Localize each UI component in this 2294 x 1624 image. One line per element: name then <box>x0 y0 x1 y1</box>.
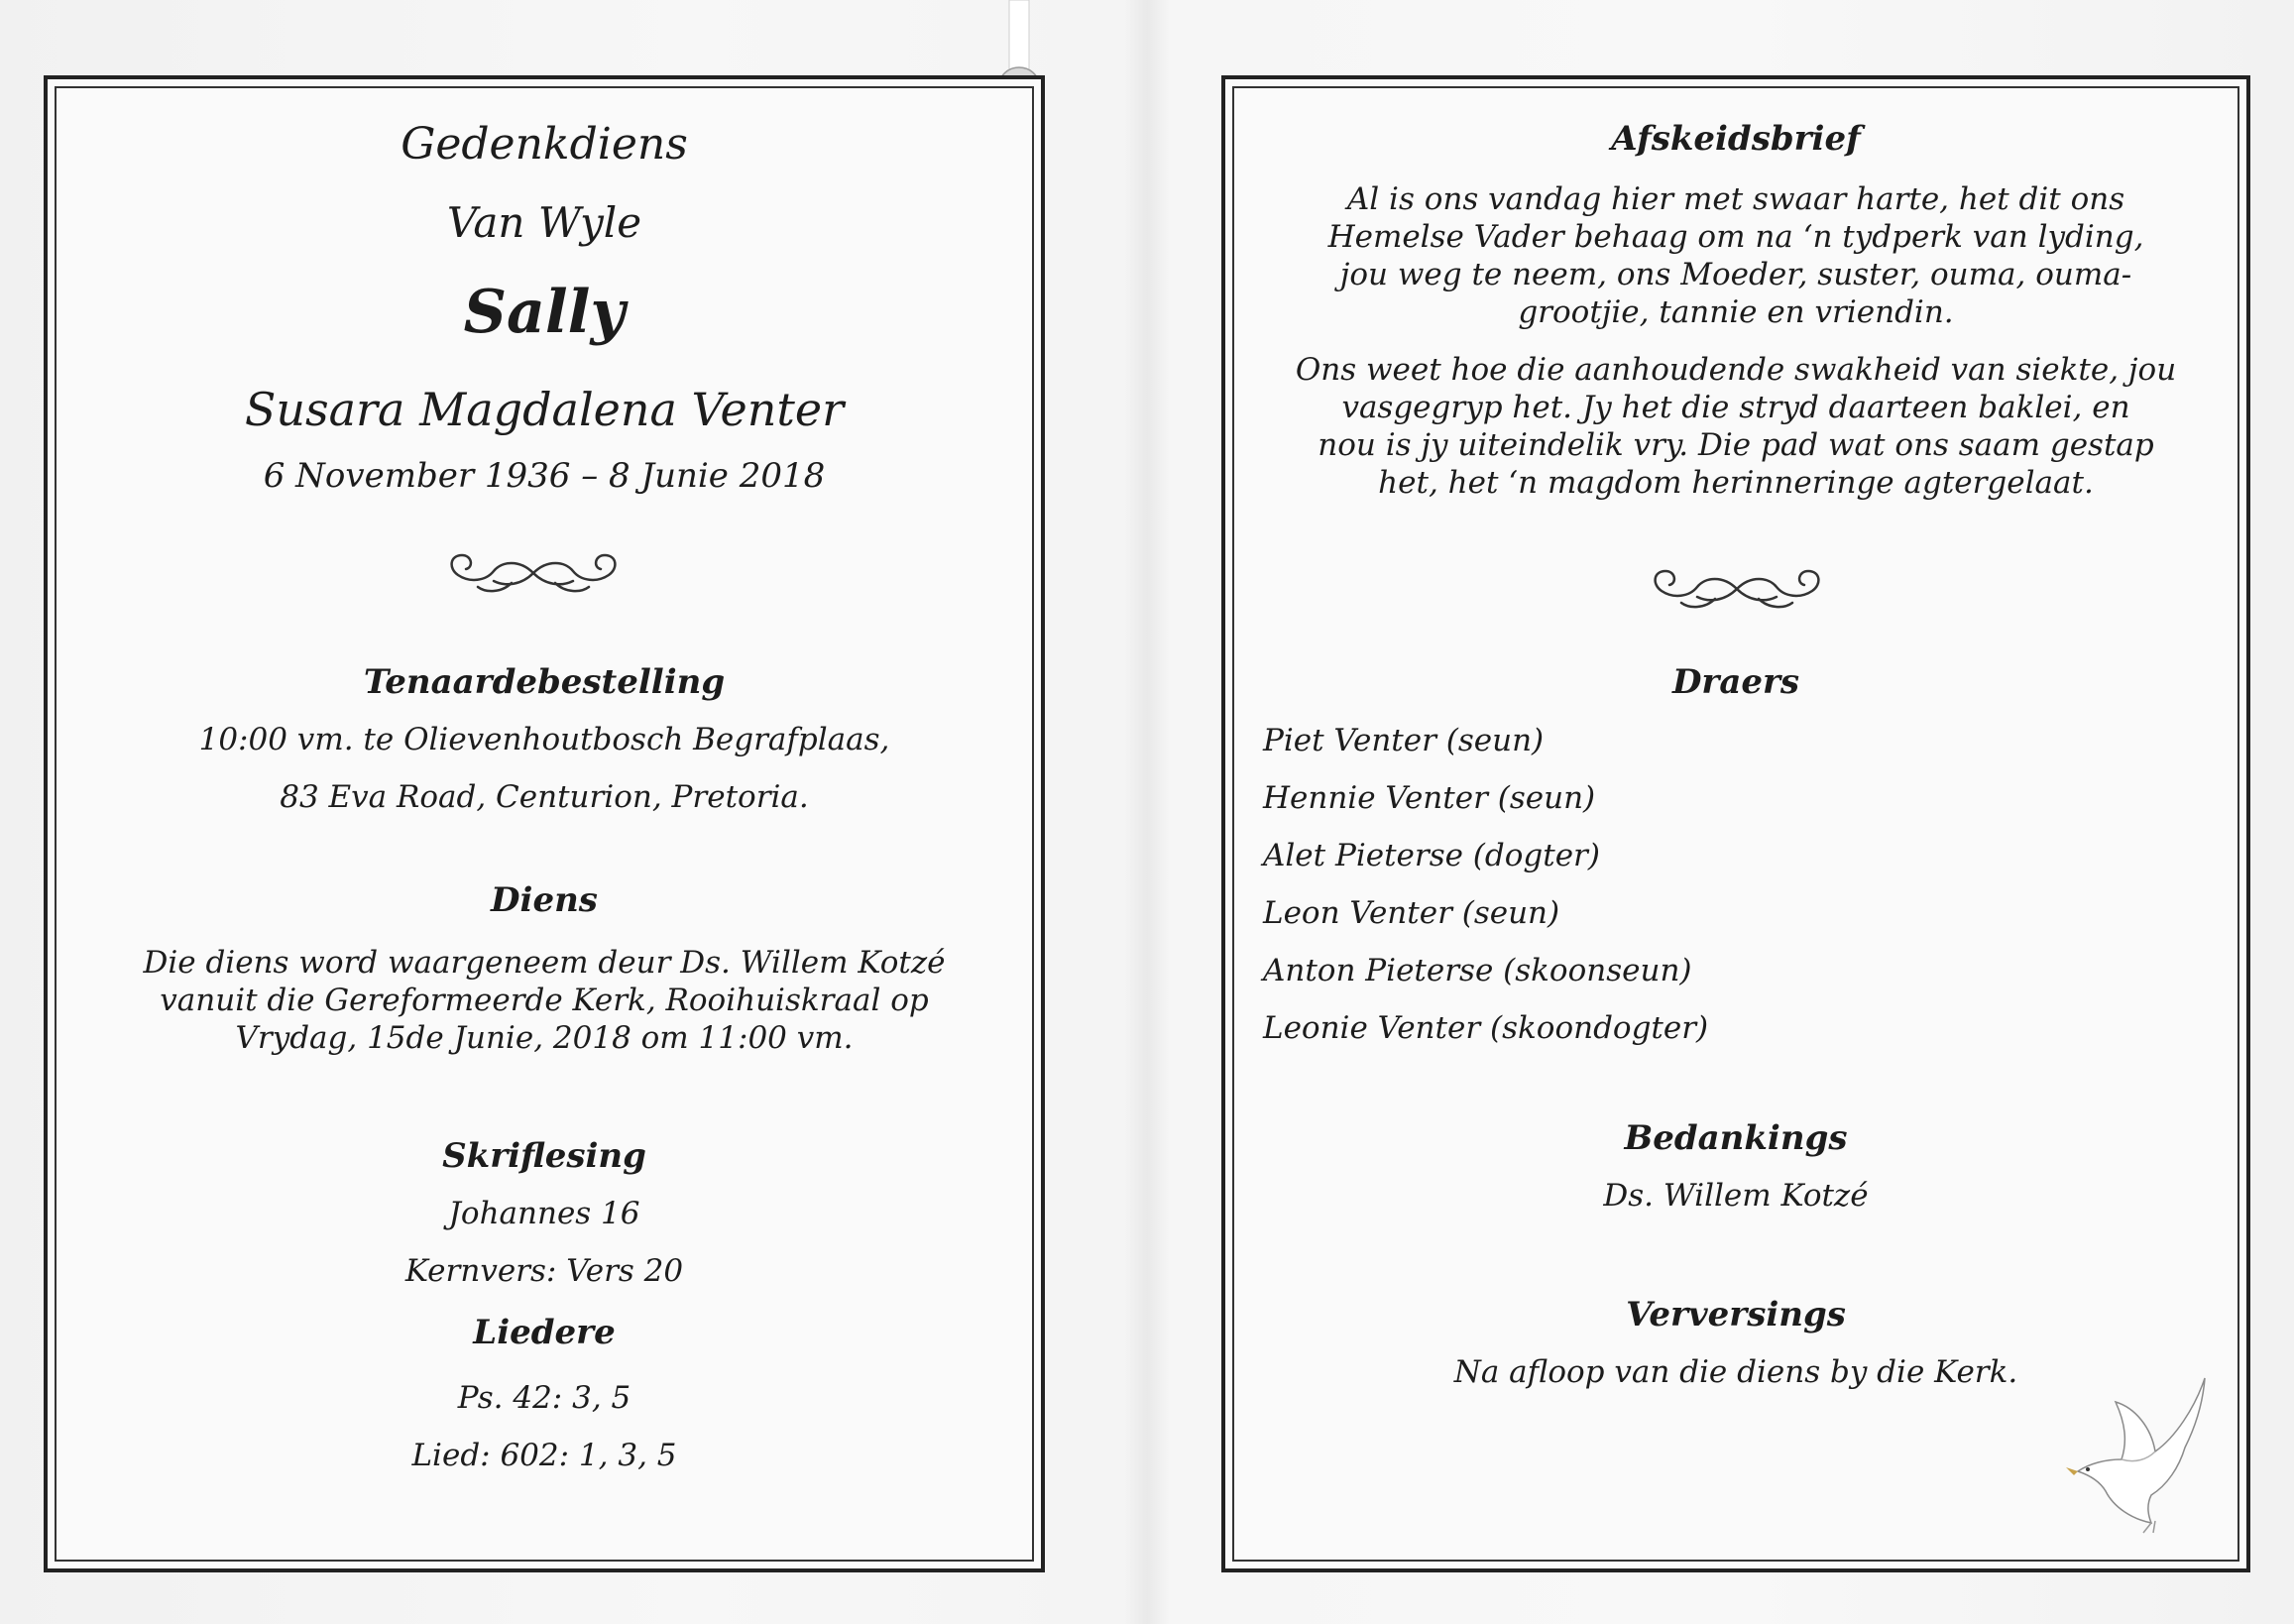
songs-heading: Liedere <box>473 1313 616 1352</box>
memorial-title: Gedenkdiens <box>401 119 688 170</box>
deceased-nickname: Sally <box>463 278 626 347</box>
flourish-divider-icon <box>442 543 625 599</box>
letter-paragraph-1 <box>1265 180 2207 331</box>
service-line: Vrydag, 15de Junie, 2018 om 11:00 vm. <box>235 1020 854 1056</box>
list-item: Alet Pieterse (dogter) <box>1263 838 1600 873</box>
bearers-heading: Draers <box>1671 662 1800 702</box>
letter-line: nou is jy uiteindelik vry. Die pad wat ons saam gestap <box>1318 427 2154 463</box>
list-item: Hennie Venter (seun) <box>1263 780 1596 816</box>
letter-line: Al is ons vandag hier met swaar harte, het dit ons <box>1346 181 2125 217</box>
service-line: Die diens word waargeneem deur Ds. Willem Kotzé <box>143 945 946 981</box>
letter-line: grootjie, tannie en vriendin. <box>1518 294 1954 330</box>
songs-line-1: Ps. 42: 3, 5 <box>457 1380 631 1416</box>
memorial-subtitle: Van Wyle <box>446 198 642 247</box>
dove-icon <box>2056 1368 2225 1537</box>
refreshments-heading: Verversings <box>1626 1295 1846 1334</box>
burial-line-1: 10:00 vm. te Olievenhoutbosch Begrafplaas, <box>198 722 890 757</box>
letter-paragraph-2 <box>1265 351 2207 502</box>
letter-line: Ons weet hoe die aanhoudende swakheid van siekte, jou <box>1295 352 2177 388</box>
life-dates: 6 November 1936 – 8 Junie 2018 <box>263 456 826 496</box>
songs-line-2: Lied: 602: 1, 3, 5 <box>411 1438 677 1473</box>
list-item: Piet Venter (seun) <box>1263 723 1545 758</box>
deceased-full-name: Susara Magdalena Venter <box>244 383 845 436</box>
reading-line-2: Kernvers: Vers 20 <box>404 1253 684 1289</box>
list-item: Leon Venter (seun) <box>1263 895 1560 931</box>
service-paragraph <box>87 944 1001 1057</box>
letter-heading: Afskeidsbrief <box>1611 119 1861 159</box>
letter-line: vasgegryp het. Jy het die stryd daarteen baklei, en <box>1341 390 2130 425</box>
burial-line-2: 83 Eva Road, Centurion, Pretoria. <box>280 779 809 815</box>
right-page <box>1221 75 2250 1572</box>
thanks-line: Ds. Willem Kotzé <box>1603 1178 1869 1214</box>
burial-heading: Tenaardebestelling <box>363 662 726 702</box>
reading-line-1: Johannes 16 <box>448 1196 640 1231</box>
bearers-list <box>1263 712 1708 1057</box>
flourish-divider-icon <box>1646 559 1828 615</box>
left-page <box>44 75 1045 1572</box>
list-item: Leonie Venter (skoondogter) <box>1263 1010 1709 1046</box>
letter-line: het, het ‘n magdom herinneringe agtergelaat. <box>1378 465 2094 501</box>
refreshments-line: Na afloop van die diens by die Kerk. <box>1453 1354 2018 1390</box>
reading-heading: Skriflesing <box>442 1136 646 1176</box>
service-line: vanuit die Gereformeerde Kerk, Rooihuiskraal op <box>160 983 929 1018</box>
thanks-heading: Bedankings <box>1624 1118 1848 1158</box>
letter-line: jou weg te neem, ons Moeder, suster, ouma, ouma- <box>1339 257 2132 292</box>
service-heading: Diens <box>491 880 598 920</box>
letter-line: Hemelse Vader behaag om na ‘n tydperk van lyding, <box>1327 219 2144 255</box>
list-item: Anton Pieterse (skoonseun) <box>1263 953 1692 988</box>
